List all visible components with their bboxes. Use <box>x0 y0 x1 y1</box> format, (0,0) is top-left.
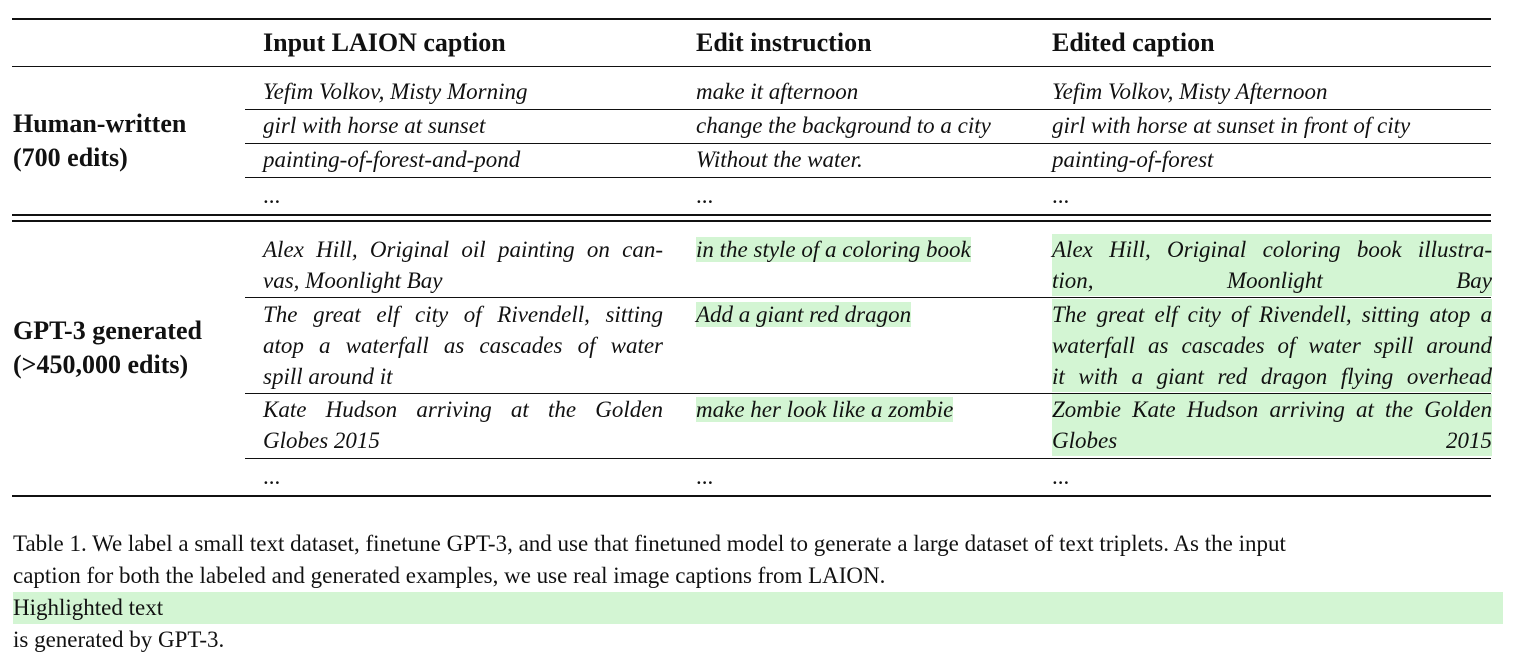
table-top-rule <box>12 18 1491 20</box>
gpt-row-2-edited: The great elf city of Rivendell, sitting atop a waterfall as cascades of water spill around it with a giant red dragon flying overhead <box>1052 299 1492 392</box>
gpt-row-2-instruction <box>696 299 1026 330</box>
caption-line-2: caption for both the labeled and generated examples, we use real image captions from LAION. Highlighted text is generated by GPT-3. <box>13 560 1503 656</box>
group-separator-rule-upper <box>12 214 1491 216</box>
gpt-row-3-instruction <box>696 394 1026 425</box>
human-row-2-instruction: change the background to a city <box>696 113 991 138</box>
human-row-3-instruction: Without the water. <box>696 147 863 172</box>
human-row-2-input: girl with horse at sunset <box>263 113 486 138</box>
caption-line-1: Table 1. We label a small text dataset, finetune GPT-3, and use that finetuned model to generate a large dataset of text triplets. As the input <box>13 531 1286 556</box>
group-label-gpt3-title: GPT-3 generated <box>13 316 202 345</box>
human-row-1-instruction: make it afternoon <box>696 79 859 104</box>
human-row-2-edited: girl with horse at sunset in front of city <box>1052 113 1411 138</box>
human-ellipsis-input: ... <box>263 183 281 208</box>
gpt-row-2-input: The great elf city of Rivendell, sitting atop a waterfall as cascades of water spill around it <box>263 302 663 389</box>
group-label-human <box>13 107 186 175</box>
human-row-3-input: painting-of-forest-and-pond <box>263 147 521 172</box>
human-row-3-edited: painting-of-forest <box>1052 147 1214 172</box>
generated-highlight: in the style of a coloring book <box>696 237 971 262</box>
generated-highlight: make her look like a zombie <box>696 397 954 422</box>
header-input-caption: Input LAION caption <box>263 28 506 57</box>
row-divider <box>245 297 1491 298</box>
group-label-human-title: Human-written <box>13 109 187 138</box>
table-caption <box>13 528 1503 656</box>
group-separator-rule-lower <box>12 220 1491 222</box>
caption-highlight-sample: Highlighted text <box>13 592 1503 624</box>
human-ellipsis-edited: ... <box>1052 183 1070 208</box>
header-rule <box>12 66 1491 67</box>
row-divider <box>245 458 1491 459</box>
human-row-1-input: Yefim Volkov, Misty Morning <box>263 79 528 104</box>
group-label-human-count: (700 edits) <box>13 143 128 172</box>
gpt-ellipsis-instruction: ... <box>696 464 714 489</box>
header-edit-instruction: Edit instruction <box>696 28 872 57</box>
header-edited-caption: Edited caption <box>1052 28 1215 57</box>
row-divider <box>245 177 1491 178</box>
gpt-row-1-edited: Alex Hill, Original coloring book illustra- tion, Moonlight Bay <box>1052 234 1492 296</box>
gpt-ellipsis-edited: ... <box>1052 464 1070 489</box>
gpt-row-1-input: Alex Hill, Original oil painting on can- vas, Moonlight Bay <box>263 237 663 293</box>
gpt-row-1-instruction <box>696 234 1026 265</box>
group-label-gpt3 <box>13 314 202 382</box>
generated-highlight: Add a giant red dragon <box>696 302 912 327</box>
table-bottom-rule <box>12 495 1491 497</box>
human-row-1-edited: Yefim Volkov, Misty Afternoon <box>1052 79 1328 104</box>
human-ellipsis-instruction: ... <box>696 183 714 208</box>
gpt-row-3-input: Kate Hudson arriving at the Golden Globes 2015 <box>263 397 663 453</box>
gpt-ellipsis-input: ... <box>263 464 281 489</box>
group-label-gpt3-count: (>450,000 edits) <box>13 350 189 379</box>
gpt-row-3-edited: Zombie Kate Hudson arriving at the Golden Globes 2015 <box>1052 394 1492 456</box>
